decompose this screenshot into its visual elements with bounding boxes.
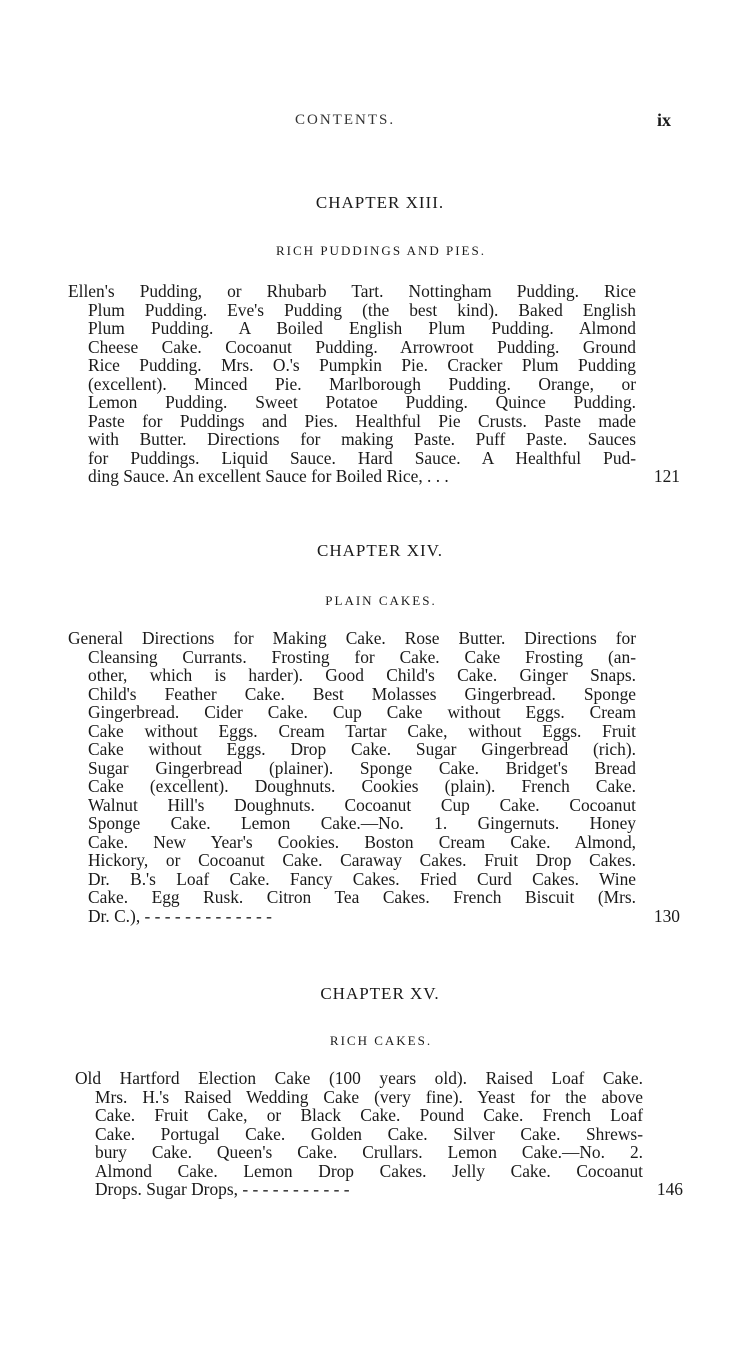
contents-line	[88, 466, 680, 486]
chapter-page-number: 130	[653, 905, 680, 926]
running-title: CONTENTS.	[295, 112, 396, 128]
running-head	[0, 112, 750, 142]
contents-line: Ellen's Pudding, or Rhubarb Tart. Nottingham Pudding. Rice	[68, 281, 636, 301]
chapter-subtitle: RICH PUDDINGS AND PIES.	[276, 243, 486, 258]
contents-line: Almond Cake. Lemon Drop Cakes. Jelly Cake. Cocoanut	[95, 1160, 643, 1181]
chapter-contents	[68, 281, 680, 486]
contents-line: Plum Pudding. A Boiled English Plum Pudding. Almond	[88, 318, 636, 338]
contents-line	[95, 1179, 683, 1199]
contents-line: Cake without Eggs. Cream Tartar Cake, without Eggs. Fruit	[88, 720, 636, 741]
chapter-title: CHAPTER XIV.	[317, 541, 443, 560]
chapter-page-number: 121	[653, 466, 680, 486]
contents-line: with Butter. Directions for making Paste. Puff Paste. Sauces	[88, 429, 636, 449]
contents-line: Walnut Hill's Doughnuts. Cocoanut Cup Cake. Cocoanut	[88, 794, 636, 815]
contents-line: Cake. Fruit Cake, or Black Cake. Pound Cake. French Loaf	[95, 1105, 643, 1125]
chapter-subtitle: RICH CAKES.	[329, 1033, 433, 1048]
chapter-heading	[0, 193, 750, 213]
chapter-contents	[75, 1068, 683, 1199]
page-number: ix	[657, 110, 672, 130]
contents-line: Lemon Pudding. Sweet Potatoe Pudding. Quince Pudding.	[88, 392, 636, 412]
chapter-heading	[0, 984, 750, 1004]
contents-line: Gingerbread. Cider Cake. Cup Cake without Eggs. Cream	[88, 702, 636, 722]
contents-line: Cake without Eggs. Drop Cake. Sugar Gingerbread (rich).	[88, 739, 636, 759]
contents-line: Cleansing Currants. Frosting for Cake. Cake Frosting (an-	[88, 646, 636, 667]
contents-line: Plum Pudding. Eve's Pudding (the best kind). Baked English	[88, 299, 636, 320]
contents-line: bury Cake. Queen's Cake. Crullars. Lemon Cake.—No. 2.	[95, 1142, 643, 1162]
contents-line: Cake. New Year's Cookies. Boston Cream Cake. Almond,	[88, 831, 636, 852]
chapter-subheading	[0, 593, 750, 609]
contents-line-text: ding Sauce. An excellent Sauce for Boiled Rice, . . .	[88, 466, 449, 486]
contents-line: Sugar Gingerbread (plainer). Sponge Cake. Bridget's Bread	[88, 757, 636, 778]
contents-line: Child's Feather Cake. Best Molasses Gingerbread. Sponge	[88, 683, 636, 704]
contents-line-text: Drops. Sugar Drops, - - - - - - - - - - -	[95, 1179, 350, 1199]
contents-line: Old Hartford Election Cake (100 years old). Raised Loaf Cake.	[75, 1068, 643, 1088]
contents-line: Cake. Egg Rusk. Citron Tea Cakes. French Biscuit (Mrs.	[88, 887, 636, 907]
contents-line: Sponge Cake. Lemon Cake.—No. 1. Gingernuts. Honey	[88, 813, 636, 833]
contents-line-text: Dr. C.), - - - - - - - - - - - - -	[88, 905, 272, 926]
chapter-heading	[0, 541, 750, 561]
chapter-subheading	[0, 243, 750, 259]
chapter-page-number: 146	[656, 1179, 683, 1199]
contents-line: Cheese Cake. Cocoanut Pudding. Arrowroot Pudding. Ground	[88, 336, 636, 357]
contents-line: Hickory, or Cocoanut Cake. Caraway Cakes. Fruit Drop Cakes.	[88, 850, 636, 870]
contents-line	[88, 905, 680, 926]
chapter-title: CHAPTER XV.	[320, 984, 440, 1003]
chapter-contents	[68, 628, 680, 926]
chapter-title: CHAPTER XIII.	[315, 193, 445, 212]
contents-line: for Puddings. Liquid Sauce. Hard Sauce. A Healthful Pud-	[88, 447, 636, 468]
contents-line: Dr. B.'s Loaf Cake. Fancy Cakes. Fried Curd Cakes. Wine	[88, 868, 636, 889]
contents-line: Paste for Puddings and Pies. Healthful Pie Crusts. Paste made	[88, 410, 636, 431]
chapter-subheading	[0, 1033, 750, 1049]
contents-line: Rice Pudding. Mrs. O.'s Pumpkin Pie. Cracker Plum Pudding	[88, 355, 636, 375]
contents-line: Cake. Portugal Cake. Golden Cake. Silver Cake. Shrews-	[95, 1123, 643, 1144]
contents-line: Mrs. H.'s Raised Wedding Cake (very fine). Yeast for the above	[95, 1086, 643, 1107]
contents-line: (excellent). Minced Pie. Marlborough Pudding. Orange, or	[88, 373, 636, 394]
contents-line: General Directions for Making Cake. Rose Butter. Directions for	[68, 628, 636, 648]
contents-line: other, which is harder). Good Child's Cake. Ginger Snaps.	[88, 665, 636, 685]
contents-line: Cake (excellent). Doughnuts. Cookies (plain). French Cake.	[88, 776, 636, 796]
chapter-subtitle: PLAIN CAKES.	[325, 593, 437, 608]
